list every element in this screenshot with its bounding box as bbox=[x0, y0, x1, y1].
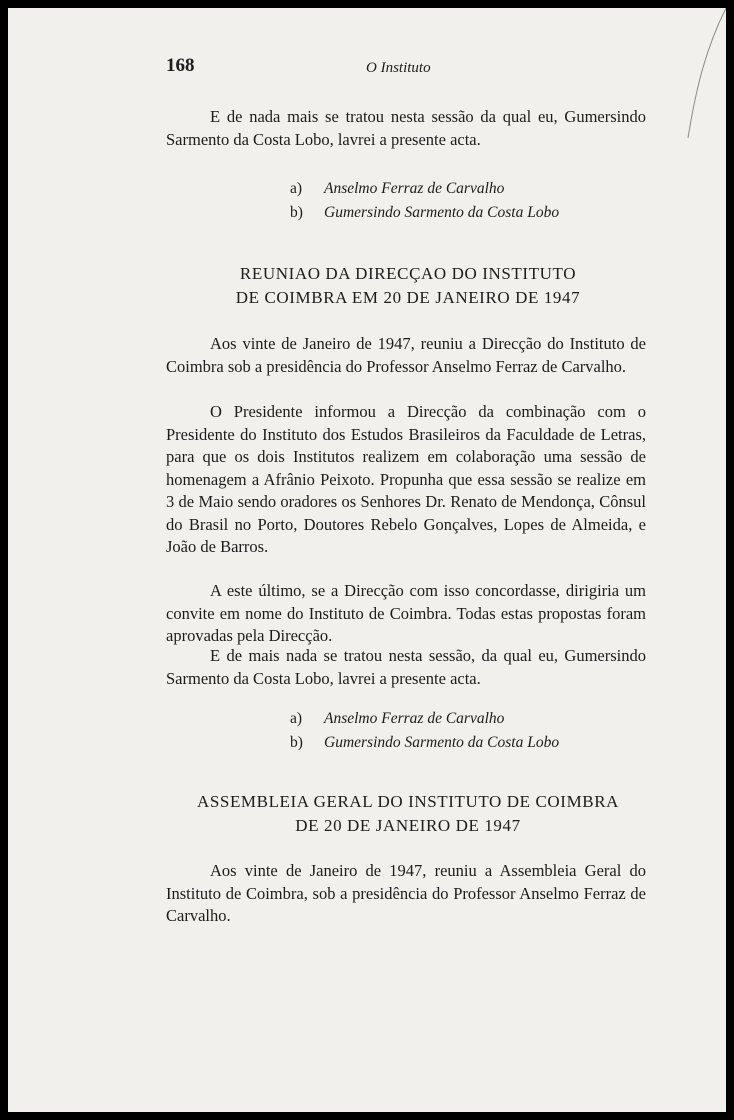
signature-line bbox=[290, 710, 504, 728]
paragraph: O Presidente informou a Direcção da combinação com o Presidente do Instituto dos Estudos Brasileiros da Faculdade de Letras, para que os dois Institutos realizem em colaboração uma sessão de homenagem a Afrânio Peixoto. Propunha que essa sessão se realize em 3 de Maio sendo oradores os Senhores Dr. Renato de Mendonça, Cônsul do Brasil no Porto, Doutores Rebelo Gonçalves, Lopes de Almeida, e João de Barros. bbox=[166, 402, 646, 556]
signature-line bbox=[290, 180, 504, 198]
page-fold-line bbox=[666, 8, 726, 138]
document-page bbox=[8, 8, 726, 1112]
signature-name: Gumersindo Sarmento da Costa Lobo bbox=[324, 204, 560, 221]
signature-name: Gumersindo Sarmento da Costa Lobo bbox=[324, 734, 560, 751]
heading-line: REUNIAO DA DIRECÇAO DO INSTITUTO bbox=[239, 264, 577, 283]
heading-line: DE 20 DE JANEIRO DE 1947 bbox=[295, 816, 521, 835]
page-number: 168 bbox=[166, 55, 195, 76]
section-heading bbox=[158, 262, 658, 310]
signature-name: Anselmo Ferraz de Carvalho bbox=[324, 180, 505, 197]
signature-line bbox=[290, 734, 559, 752]
signature-line bbox=[290, 204, 559, 222]
paragraph: A este último, se a Direcção com isso concordasse, dirigiria um convite em nome do Instituto de Coimbra. Todas estas propostas foram aprovadas pela Direcção. bbox=[166, 581, 646, 645]
section-heading bbox=[158, 790, 658, 838]
running-title: O Instituto bbox=[366, 60, 431, 76]
paragraph: Aos vinte de Janeiro de 1947, reuniu a Direcção do Instituto de Coimbra sob a presidência do Professor Anselmo Ferraz de Carvalho. bbox=[166, 334, 646, 376]
signature-name: Anselmo Ferraz de Carvalho bbox=[324, 710, 505, 727]
heading-line: DE COIMBRA EM 20 DE JANEIRO DE 1947 bbox=[235, 288, 581, 307]
signature-label: a) bbox=[290, 180, 303, 197]
closing-paragraph: E de nada mais se tratou nesta sessão da qual eu, Gumersindo Sarmento da Costa Lobo, lavrei a presente acta. bbox=[166, 107, 646, 149]
paragraph: E de mais nada se tratou nesta sessão, da qual eu, Gumersindo Sarmento da Costa Lobo, lavrei a presente acta. bbox=[166, 646, 646, 688]
paragraph: Aos vinte de Janeiro de 1947, reuniu a Assembleia Geral do Instituto de Coimbra, sob a presidência do Professor Anselmo Ferraz de Carvalho. bbox=[166, 861, 646, 925]
heading-line: ASSEMBLEIA GERAL DO INSTITUTO DE COIMBRA bbox=[196, 792, 620, 811]
signature-label: b) bbox=[290, 204, 303, 221]
signature-label: b) bbox=[290, 734, 303, 751]
signature-label: a) bbox=[290, 710, 303, 727]
